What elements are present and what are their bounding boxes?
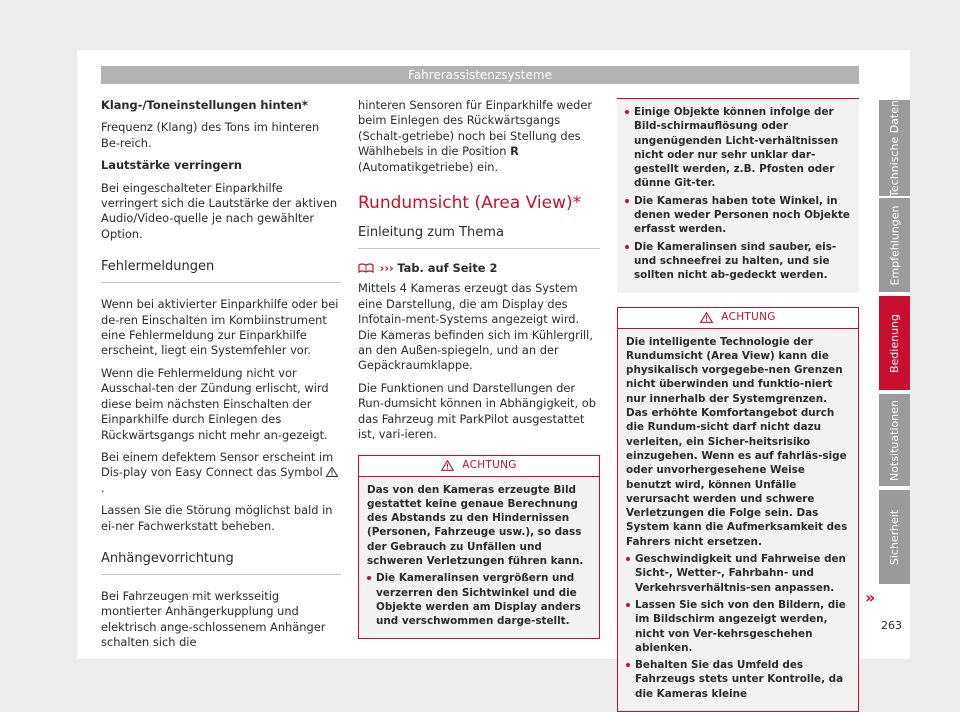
- heading-lautstaerke: Lautstärke verringern: [101, 158, 242, 173]
- chapter-heading-rundumsicht: Rundumsicht (Area View)*: [358, 193, 582, 214]
- paragraph: Frequenz (Klang) des Tons im hinteren Be-reich.: [101, 120, 320, 150]
- warning-box-body: [618, 329, 858, 711]
- warning-box-header: [618, 308, 858, 329]
- gear-position-r: R: [510, 144, 519, 159]
- warning-bullet: Einige Objekte können infolge der Bild-schirmauflösung oder ungenügenden Licht-verhältnissen nicht oder nur sehr unklar dar-gestellt werden, z.B. Pfosten oder dünne Git-ter.: [625, 105, 851, 191]
- reference-arrows: ›››: [379, 261, 394, 276]
- paragraph: Wenn die Fehlermeldung nicht vor Ausschal-ten der Zündung erlischt, wird diese beim nächsten Einschalten der Einparkhilfe durch Einlegen des Rückwärtsgangs nicht mehr an-gezeigt.: [101, 365, 329, 442]
- paragraph: Bei eingeschalteter Einparkhilfe verringert sich die Lautstärke der aktiven Audio/Video-quelle je nach gewählter Option.: [101, 180, 338, 241]
- reference-text: Tab. auf Seite 2: [397, 261, 498, 276]
- column-2: [358, 98, 600, 639]
- warning-title: ACHTUNG: [462, 458, 517, 471]
- page-number: 263: [881, 619, 902, 632]
- tab-technische-daten[interactable]: [879, 100, 910, 196]
- continue-mark: »: [865, 588, 876, 607]
- cross-reference[interactable]: [358, 261, 600, 276]
- warning-bullet: Die Kameralinsen sind sauber, eis- und schneefrei zu halten, und sie sollten nicht ab-gedeckt werden.: [625, 240, 851, 283]
- subheading-einleitung: Einleitung zum Thema: [358, 224, 600, 249]
- tab-label: Sicherheit: [888, 509, 902, 565]
- warning-box: [358, 455, 600, 640]
- paragraph: Mittels 4 Kameras erzeugt das System eine Darstellung, die am Display des Infotain-ment-Systems angezeigt wird. Die Kameras befinden sich im Kühlergrill, an den Außen-spiegeln, und an der Gepäckraumklappe.: [358, 281, 593, 373]
- paragraph-end: .: [101, 480, 105, 495]
- chapter-header: Fahrerassistenzsysteme: [101, 66, 859, 84]
- warning-continuation: [617, 98, 859, 293]
- warning-triangle-icon: [700, 312, 713, 323]
- warning-bullet: Die Kameras haben tote Winkel, in denen weder Personen noch Objekte erfasst werden.: [625, 194, 851, 237]
- warning-title: ACHTUNG: [721, 310, 776, 323]
- paragraph-text: (Automatikgetriebe) ein.: [358, 159, 499, 174]
- section-heading-anhaengevorrichtung: Anhängevorrichtung: [101, 550, 341, 575]
- tab-label: Empfehlungen: [888, 205, 902, 285]
- tab-sicherheit[interactable]: [879, 490, 910, 584]
- warning-box-header: [359, 456, 599, 477]
- warning-triangle-icon: [441, 460, 454, 471]
- tab-label: Technische Daten: [888, 99, 902, 197]
- section-heading-fehlermeldungen: Fehlermeldungen: [101, 258, 341, 283]
- paragraph-symbol: [101, 450, 341, 496]
- tab-label: Notsituationen: [888, 399, 901, 481]
- warning-intro: Das von den Kameras erzeugte Bild gestattet keine genaue Berechnung des Abstands zu den Hindernissen (Personen, Fahrzeuge usw.), so dass der Gebrauch zu Unfällen und schweren Verletzungen führen kann.: [367, 483, 584, 567]
- warning-bullet: Geschwindigkeit und Fahrweise den Sicht-, Wetter-, Fahrbahn- und Verkehrsverhältnis-sen anpassen.: [626, 552, 850, 595]
- paragraph: Die Funktionen und Darstellungen der Run-dumsicht können in Abhängigkeit, ob das Fahrzeug mit ParkPilot ausgestattet ist, vari-ieren.: [358, 380, 596, 442]
- warning-bullet: Lassen Sie sich von den Bildern, die im Bildschirm angezeigt werden, nicht von Ver-kehrsgeschehen ablenken.: [626, 598, 850, 655]
- book-icon: [358, 263, 374, 273]
- paragraph: Wenn bei aktivierter Einparkhilfe oder bei de-ren Einschalten im Kombiinstrument eine Fehlermeldung zur Einparkhilfe erscheint, liegt ein Systemfehler vor.: [101, 297, 339, 358]
- column-1: [101, 98, 341, 658]
- paragraph-text: hinteren Sensoren für Einparkhilfe weder beim Einlegen des Rückwärtsgangs (Schalt-getriebe) noch bei Stellung des Wählhebels in die Position: [358, 98, 593, 159]
- warning-bullet: Behalten Sie das Umfeld des Fahrzeugs stets unter Kontrolle, da die Kameras kleine: [626, 658, 850, 701]
- warning-box: [617, 307, 859, 712]
- heading-klang: Klang-/Toneinstellungen hinten*: [101, 98, 308, 112]
- column-3: [617, 98, 859, 712]
- tab-label: Bedienung: [888, 313, 901, 373]
- warning-bullet: Die Kameralinsen vergrößern und verzerren den Sichtwinkel und die Objekte werden am Display anders und verschwommen darge-stellt.: [367, 571, 591, 628]
- tab-bedienung[interactable]: [879, 296, 910, 390]
- paragraph: Bei Fahrzeugen mit werksseitig montierter Anhängerkupplung und elektrisch ange-schlossenem Anhänger schalten sich die: [101, 588, 326, 650]
- paragraph: Lassen Sie die Störung möglichst bald in ei-ner Fachwerkstatt beheben.: [101, 503, 333, 533]
- paragraph: [358, 98, 600, 175]
- warning-triangle-icon: [326, 467, 338, 477]
- warning-intro: Die intelligente Technologie der Rundumsicht (Area View) kann die physikalisch vorgegebe-nen Grenzen nicht überwinden und funktio-niert nur innerhalb der Systemgrenzen. Das erhöhte Komfortangebot durch die Rundum-sicht darf nicht dazu verleiten, ein Sicher-heitsrisiko einzugehen. Wenn es auf fahrläs-sige oder unvorhergesehene Weise benutzt wird, können Unfälle verursacht werden und schwere Verletzungen die Folge sein. Das System kann die Aufmerksamkeit des Fahrers nicht ersetzen.: [626, 335, 848, 548]
- paragraph-text: Bei einem defektem Sensor erscheint im Dis-play von Easy Connect das Symbol: [101, 449, 334, 480]
- warning-box-body: [359, 477, 599, 639]
- tab-notsituationen[interactable]: [879, 394, 910, 486]
- tab-empfehlungen[interactable]: [879, 198, 910, 292]
